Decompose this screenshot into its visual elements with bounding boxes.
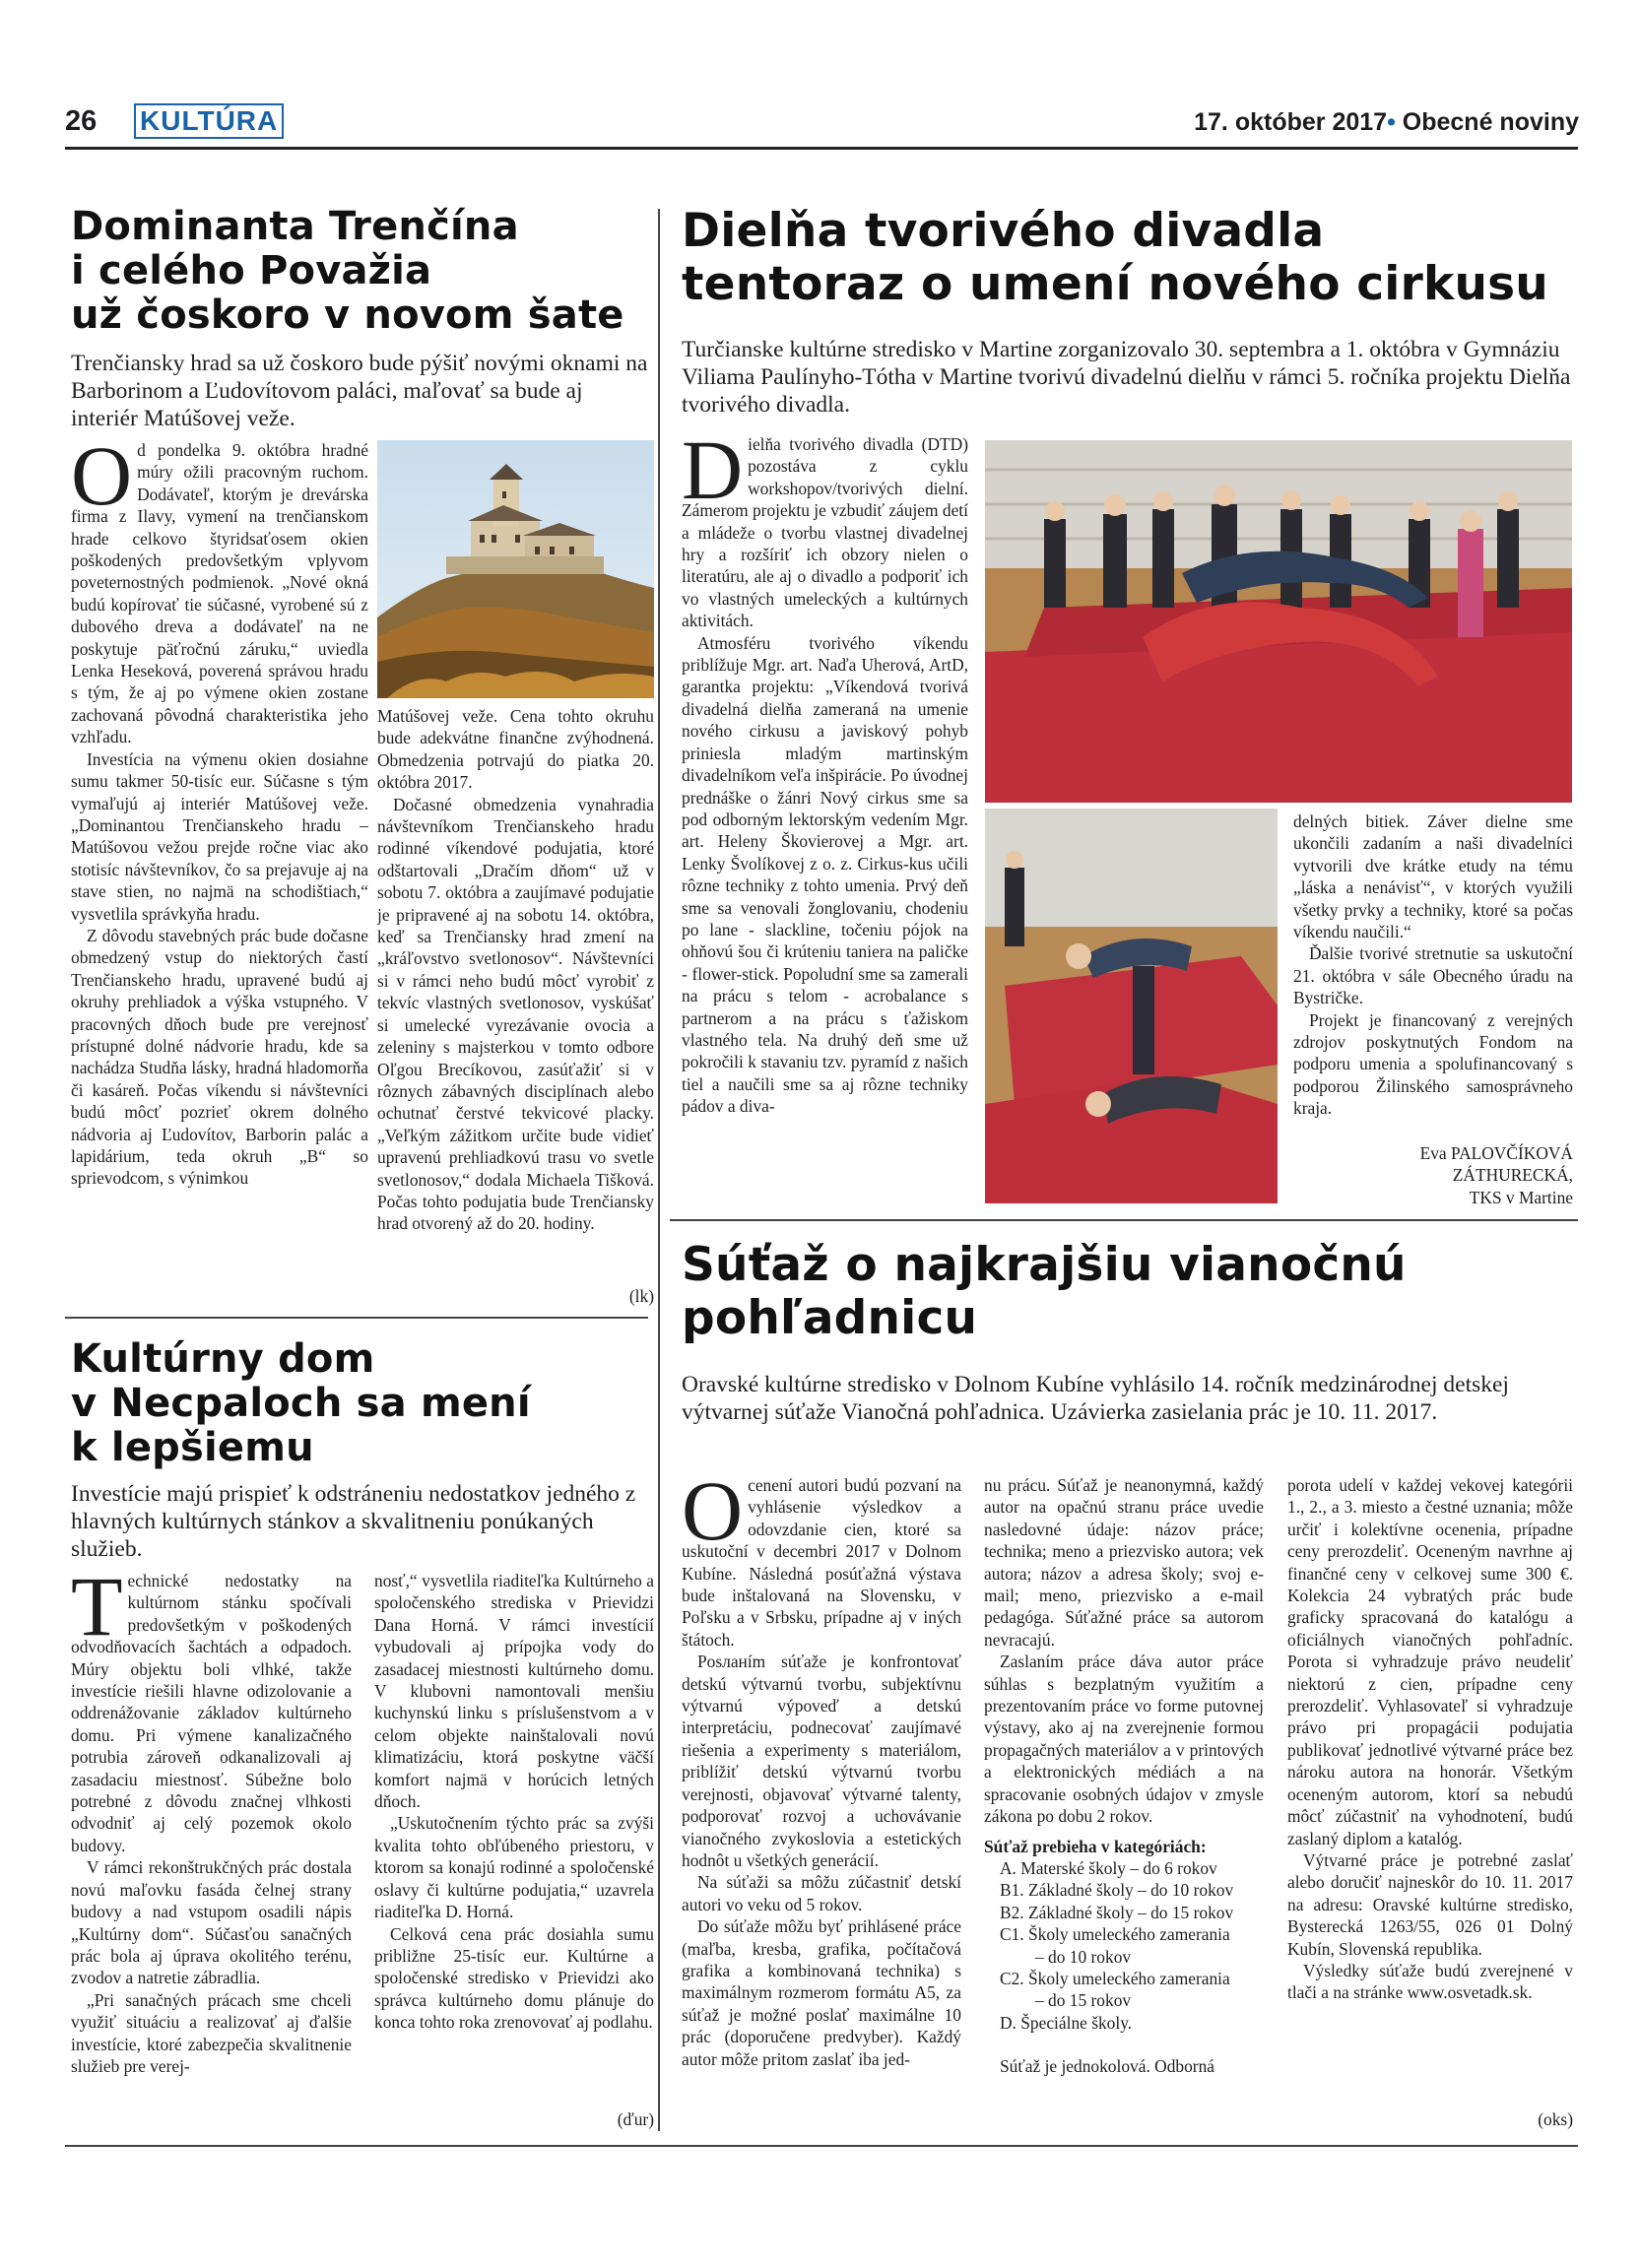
culture-house-column-1 xyxy=(71,1570,352,2131)
headline-line: k lepšiemu xyxy=(71,1425,314,1470)
paper-name: Obecné noviny xyxy=(1402,108,1579,136)
workshop-lead: Turčianske kultúrne stredisko v Martine zorganizovalo 30. septembra a 1. októbra v Gymnáziu Viliama Paulínyho-Tótha v Martine tvorivú divadelnú dielňu v rámci 5. ročníka projektu Dielňa tvorivého divadla. xyxy=(682,337,1571,418)
headline-line: už čoskoro v novom šate xyxy=(71,292,624,338)
contest-lead: Oravské kultúrne stredisko v Dolnom Kubíne vyhlásilo 14. ročník medzinárodnej detskej výtvarnej súťaže Vianočná pohľadnica. Uzávierka zasielania prác je 10. 11. 2017. xyxy=(682,1372,1509,1425)
signature-line: ZÁTHURECKÁ, xyxy=(1452,1165,1573,1186)
headline-line: Kultúrny dom xyxy=(71,1336,375,1382)
dropcap: T xyxy=(71,1570,123,1653)
contest-column-1 xyxy=(682,1474,961,2132)
paragraph: Matúšovej veže. Cena tohto okruhu bude adekvátne finančne zvýhodnená. Obmedzenia potrvajú do piatka 20. októbra 2017. xyxy=(377,706,654,793)
category-item: C1. Školy umeleckého zamerania xyxy=(1000,1924,1230,1945)
workshop-photo-gym xyxy=(985,440,1572,803)
headline-line: pohľadnicu xyxy=(682,1291,978,1345)
signature-line: Eva PALOVČÍKOVÁ xyxy=(1419,1143,1573,1163)
paragraph: Súťaž je jednokolová. Odborná xyxy=(1000,2056,1214,2077)
paragraph: Na súťaži sa môžu zúčastniť detskí autori vo veku od 5 rokov. xyxy=(682,1872,961,1914)
category-item: D. Špeciálne školy. xyxy=(1000,2012,1133,2033)
culture-house-column-2 xyxy=(374,1570,654,2109)
castle-photo xyxy=(377,440,654,698)
castle-signature: (lk) xyxy=(628,1286,654,1306)
signature-line: TKS v Martine xyxy=(1469,1187,1573,1207)
bullet-dot: • xyxy=(1387,108,1396,136)
castle-headline xyxy=(71,205,652,338)
workshop-headline xyxy=(682,205,1578,311)
paragraph: Výtvarné práce je potrebné zaslať alebo doručiť najneskôr do 10. 11. 2017 na adresu: Oravské kultúrne stredisko, Bysterecká 1263/55, 026 01 Dolný Kubín, Slovenská republika. xyxy=(1287,1849,1573,1959)
paragraph: V rámci rekonštrukčných prác dostala novú maľovku fasáda čelnej strany budovy a nad vstupom osadili nápis „Kultúrny dom“. Súčasťou sanačných prác bola aj úprava okolitého terénu, zvodov a natretie zábradlia. xyxy=(71,1857,352,1988)
paragraph: Celková cena prác dosiahla sumu približne 25-tisíc eur. Kultúrne a spoločenské stredisko v Prievidzi ako správca kultúrneho domu plánuje do konca tohto roka zrenovovať aj podlahu. xyxy=(374,1923,654,2033)
paragraph: Dočasné obmedzenia vynahradia návštevníkom Trenčianskeho hradu rodinné víkendové podujatia, ktoré odštartovali „Dračím dňom“ už v sobotu 7. októbra a zaujímavé podujatie je pripravené aj na sobotu 14. októbra, keď sa Trenčiansky hrad zmení na „kráľovstvo svetlonosov“. Návštevníci si v rámci neho budú môcť vyrobiť z tekvíc vlastných svetlonosov, vyskúšať si umelecké vyrezávanie ovocia a zeleniny s majsterkou v tomto odbore Oľgou Brecíkovou, zasúťažiť si v rôznych zábavných disciplínach alebo ochutnať čerstvé tekvicové placky. „Veľkým zážitkom určite bude vidieť upravenú prehliadkovú trasu vo svetle svetlonosov,“ dodala Michaela Tišková. Počas tohto podujatia bude Trenčiansky hrad otvorený až do 20. hodiny. xyxy=(377,794,654,1234)
category-item: C2. Školy umeleckého zamerania xyxy=(1000,1968,1230,1988)
paragraph: Posланím súťaže je konfrontovať detskú výtvarnú tvorbu, subjektívnu výtvarnú výpoveď a detskú interpretáciu, podnecovať zaujímavé riešenia a experimenty s materiálom, priblížiť detskú výtvarnú tvorbu verejnosti, objavovať výtvarné talenty, podporovať rozvoj a uchovávanie vianočného zvykoslovia a estetických hodnôt u všetkých generácií. xyxy=(682,1652,961,1870)
paragraph: d pondelka 9. októbra hradné múry ožili pracovným ruchom. Dodávateľ, ktorým je drevárska firma z Ilavy, vymení na trenčianskom hrade celkovo štyridsaťosem okien poškodených predovšetkým vplyvom poveternostných podmienok. „Nové okná budú kopírovať tie súčasné, vyrobené sú z dubového dreva a dodávateľ na ne poskytuje päťročnú záruku,“ uviedla Lenka Heseková, poverená správou hradu s tým, že aj po výmene okien zostane zachovaná pôvodná charakteristika jeho vzhľadu. xyxy=(71,440,368,747)
castle-column-1 xyxy=(71,439,368,1306)
category-item: – do 10 rokov xyxy=(1035,1946,1132,1967)
paragraph: „Uskutočnením týchto prác sa zvýši kvalita tohto obľúbeného priestoru, v ktorom sa konajú rodinné a spoločenské oslavy či kultúrne podujatia,“ uzavrela riaditeľka D. Horná. xyxy=(374,1813,654,1922)
workshop-photo-acrobatics xyxy=(985,809,1278,1203)
paragraph: Do súťaže môžu byť prihlásené práce (maľba, kresba, grafika, počítačová grafika a kombinovaná technika) s maximálnym rozmerom formátu A5, za súťaž je možné poslať maximálne 10 prác (doporučene predvyber). Každý autor môže pritom zaslať iba jed- xyxy=(682,1916,961,2069)
paragraph: Zaslaním práce dáva autor práce súhlas s bezplatným využitím a prezentovaním práce vo forme putovnej výstavy, ako aj na zverejnenie formou propagačných materiálov a v printových a elektronických médiách a na spracovanie osobných údajov v zmysle zákona po dobu 2 rokov. xyxy=(984,1652,1264,1827)
castle-lead: Trenčiansky hrad sa už čoskoro bude pýšiť novými oknami na Barborinom a Ľudovítovom paláci, maľovať sa bude aj interiér Matúšovej veže. xyxy=(71,351,648,431)
paragraph: echnické nedostatky na kultúrnom stánku spočívali predovšetkým v poškodených odvodňovacích šachtách a odpadoch. Múry objektu boli vlhké, takže investície riešili hlavne odizolovanie a oddrenážovanie základov kultúrneho domu. Pri výmene kanalizačného potrubia zároveň odkanalizovali aj zasadaciu miestnosť. Súbežne bolo potrebné z dôvodu značnej vlhkosti odvodniť aj celý pozemok okolo budovy. xyxy=(71,1571,352,1855)
contest-column-3 xyxy=(1287,1474,1573,2105)
paragraph: nu prácu. Súťaž je neanonymná, každý autor na opačnú stranu práce uvedie nasledovné údaje: názov práce; technika; meno a priezvisko autora; vek autora; názov a adresa školy; svoj e-mail; meno, priezvisko a e-mail pedagóga. Súťažné práce sa autorom nevracajú. xyxy=(984,1475,1264,1650)
category-item: A. Materské školy – do 6 rokov xyxy=(1000,1857,1217,1878)
culture-house-lead: Investície majú prispieť k odstráneniu nedostatkov jedného z hlavných kultúrnych stánkov a skvalitneniu ponúkaných služieb. xyxy=(71,1481,636,1562)
column-divider xyxy=(658,209,660,2131)
paragraph: Projekt je financovaný z verejných zdrojov poskytnutých Fondom na podporu umenia a spolufinancovaný s podporou Žilinského samosprávneho kraja. xyxy=(1293,1009,1573,1119)
paragraph: Ďalšie tvorivé stretnutie sa uskutoční 21. októbra v sále Obecného úradu na Bystričke. xyxy=(1293,943,1573,1008)
paragraph: Investícia na výmenu okien dosiahne sumu takmer 50-tisíc eur. Súčasne s tým vymaľujú aj interiér Matúšovej veže. „Dominantou Trenčianskeho hradu – Matúšovou vežou prejde ročne viac ako stotisíc návštevníkov, čo sa prejavuje aj na stave stien, no najmä na schodištiach,“ vysvetlila správkyňa hradu. xyxy=(71,748,368,924)
category-item: B1. Základné školy – do 10 rokov xyxy=(1000,1880,1234,1901)
headline-line: i celého Považia xyxy=(71,248,432,293)
dropcap: O xyxy=(71,439,133,523)
headline-line: tentoraz o umení nového cirkusu xyxy=(682,257,1548,311)
header-rule xyxy=(65,147,1578,150)
article-divider-right xyxy=(670,1219,1578,1221)
headline-line: Dielňa tvorivého divadla xyxy=(682,204,1325,258)
categories-title: Súťaž prebieha v kategóriách: xyxy=(984,1836,1207,1856)
paragraph: Z dôvodu stavebných prác bude dočasne obmedzený vstup do niektorých častí Trenčianskeho hradu, upravené budú aj okruhy prehliadok a výška vstupného. V pracovných dňoch bude pre verejnosť prístupné dolné nádvorie hradu, kde sa nachádza Studňa lásky, hradná hladomorňa či kasáreň. Počas víkendu si návštevníci budú môcť pozrieť okrem dolného nádvoria aj Ľudovítov, Barborin palác a lapidárium, teda okruh „B“ so sprievodcom, s výnimkou xyxy=(71,925,368,1189)
dropcap: D xyxy=(682,433,744,517)
paragraph: cenení autori budú pozvaní na vyhlásenie výsledkov a odovzdanie cien, ktoré sa uskutoční v decembri 2017 v Dolnom Kubíne. Následná posúťažná výstava bude inštalovaná na Slovensku, v Poľsku a v Srbsku, prípadne aj v iných štátoch. xyxy=(682,1475,961,1650)
contest-signature: (oks) xyxy=(1538,2109,1573,2129)
paragraph: „Pri sanačných prácach sme chceli využiť situáciu a realizovať aj ďalšie investície, ktoré zabezpečia skvalitnenie služieb pre verej- xyxy=(71,1989,352,2076)
issue-info xyxy=(1194,106,1579,138)
culture-house-signature: (ďur) xyxy=(617,2109,654,2129)
culture-house-headline xyxy=(71,1337,652,1470)
contest-column-2 xyxy=(984,1474,1264,2132)
section-label: KULTÚRA xyxy=(134,103,284,139)
paragraph: delných bitiek. Záver dielne sme ukončili zadaním a naši divadelníci vytvorili dve krátke etudy na tému „láska a nenávisť“, v ktorých využili všetky prvky a techniky, ktoré sa počas víkendu naučili.“ xyxy=(1293,811,1573,942)
headline-line: Dominanta Trenčína xyxy=(71,204,519,249)
contest-headline xyxy=(682,1239,1578,1345)
paragraph: ielňa tvorivého divadla (DTD) pozostáva z cyklu workshopov/tvorivých dielní. Zámerom projektu je vzbudiť záujem detí a mládeže o tvorbu vlastnej divadelnej hry a rozšíriť ich obzory nielen o literatúru, ale aj o divadlo a podporiť ich vo vlastných umeleckých a kultúrnych aktivitách. xyxy=(682,434,968,631)
workshop-column-1 xyxy=(682,433,968,1201)
footer-rule xyxy=(65,2145,1578,2147)
paragraph: porota udelí v každej vekovej kategórii 1., 2., a 3. miesto a čestné uznania; môže určiť i kolektívne ocenenia, prípadne ceny prerozdeliť. Oceneným navrhne aj finančné ceny v celkovej sume 300 €. Kolekcia 24 vybratých prác bude graficky spracovaná do katalógu a oficiálnych vianočných pohľadníc. Porota si vyhradzuje právo neudeliť niektorú z cien, prípadne ceny prerozdeliť. Vyhlasovateľ si vyhradzuje právo pri propagácii podujatia publikovať jednotlivé výtvarné práce bez nároku autora na honorár. Všetkým oceneným autorom, ktorí sa nebudú môcť zúčastniť na vyhodnotení, budú zaslaný diplom a katalóg. xyxy=(1287,1475,1573,1848)
paragraph: nosť,“ vysvetlila riaditeľka Kultúrneho a spoločenského strediska v Prievidzi Dana Horná. V rámci investícií vybudovali aj prípojka vody do zasadacej miestnosti kultúrneho domu. V klubovni namontovali menšiu kuchynskú linku s príslušenstvom a v celom objekte nainštalovali novú klimatizáciu, ktorá poskytne väčší komfort najmä v horúcich letných dňoch. xyxy=(374,1571,654,1812)
page-number: 26 xyxy=(65,105,98,137)
article-divider-left xyxy=(65,1317,648,1319)
paragraph: Výsledky súťaže budú zverejnené v tlači a na stránke www.osvetadk.sk. xyxy=(1287,1960,1573,2003)
dropcap: O xyxy=(682,1474,744,1558)
workshop-signature xyxy=(1293,1142,1573,1208)
castle-column-2 xyxy=(377,705,654,1286)
paragraph: Atmosféru tvorivého víkendu priblížuje Mgr. art. Naďa Uherová, ArtD, garantka projektu: „Víkendová tvorivá divadelná dielňa zameraná na umenie nového cirkusu a javiskový pohyb priniesla mladým martinským divadelníkom veľa inšpirácie. Po úvodnej prednáške o žánri Nový cirkus sme sa pod odborným lektorským vedením Mgr. art. Heleny Škovierovej a Mgr. art. Lenky Švolíkovej z o. z. Cirkus-kus učili rôzne techniky z tohto umenia. Prvý deň sme sa venovali žonglovaniu, chodeniu po lane - slackline, točeniu pójok na ohňovú šou či krúteniu taniera na paličke - flower-stick. Popoludní sme sa zamerali na prácu s telom - acrobalance s partnerom a na prácu s ťažiskom vlastného tela. Na druhý deň sme už pokročili k stavaniu tzv. pyramíd z našich tiel a naučili sme sa aj rôzne techniky pádov a diva- xyxy=(682,632,968,1117)
category-item: B2. Základné školy – do 15 rokov xyxy=(1000,1902,1234,1922)
category-item: – do 15 rokov xyxy=(1035,1990,1132,2011)
headline-line: v Necpaloch sa mení xyxy=(71,1381,531,1426)
workshop-column-2 xyxy=(1293,810,1573,1135)
issue-date: 17. október 2017 xyxy=(1194,108,1388,136)
headline-line: Súťaž o najkrajšiu vianočnú xyxy=(682,1238,1407,1292)
